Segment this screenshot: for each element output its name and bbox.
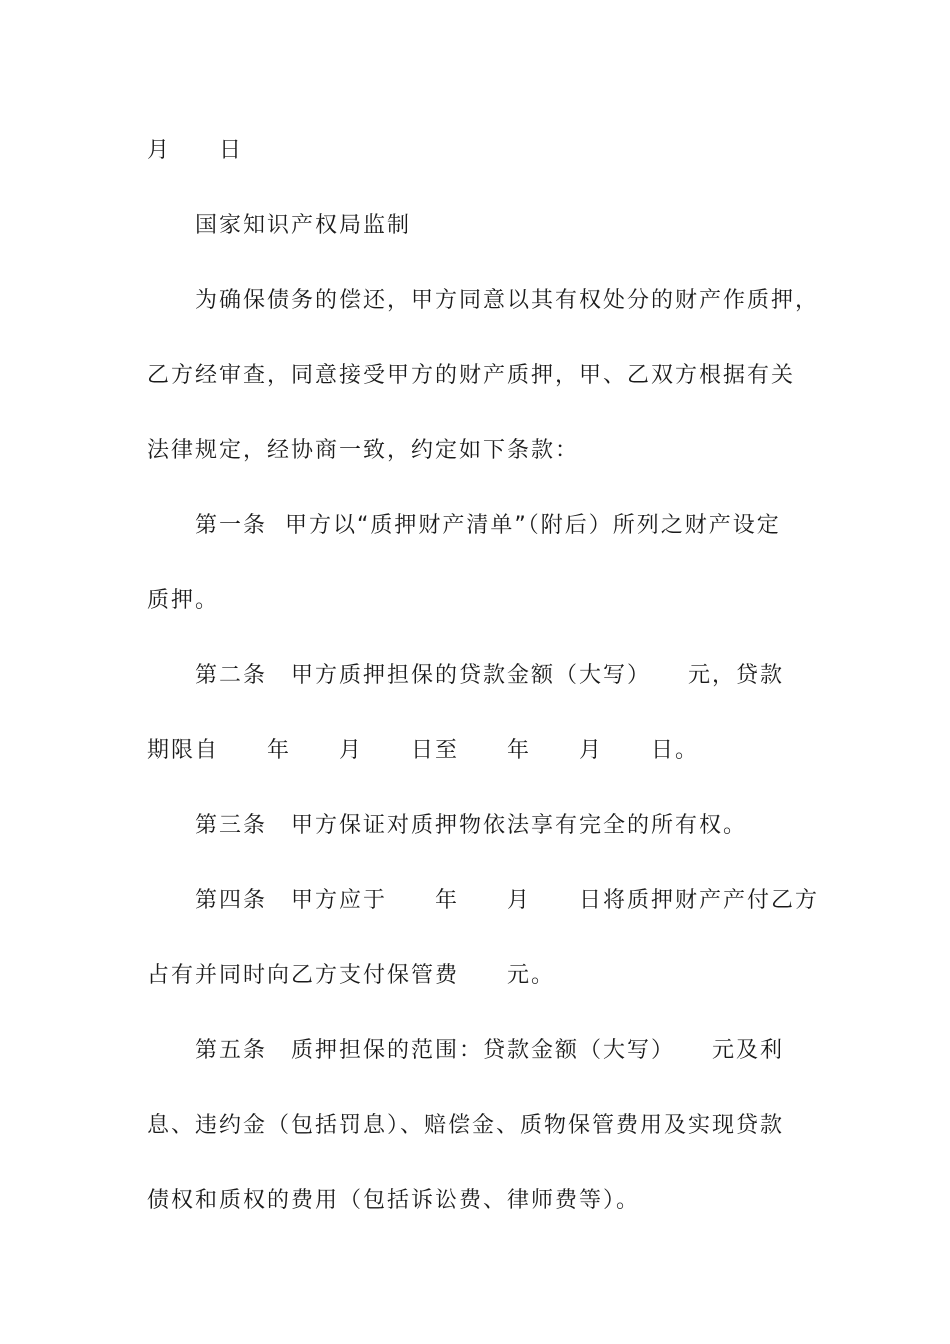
issuer-line: 国家知识产权局监制 — [195, 213, 412, 238]
preamble-line-3: 法律规定，经协商一致，约定如下条款： — [147, 438, 580, 463]
article-2-line-2: 期限自 年 月 日至 年 月 日。 — [147, 738, 700, 763]
preamble-line-1: 为确保债务的偿还，甲方同意以其有权处分的财产作质押， — [195, 288, 820, 313]
article-4-line-1: 第四条 甲方应于 年 月 日将质押财产产付乙方 — [195, 888, 820, 913]
article-1-line-2: 质押。 — [147, 588, 220, 613]
date-line: 月 日 — [147, 138, 244, 163]
article-5-line-2: 息、违约金（包括罚息）、赔偿金、质物保管费用及实现贷款 — [147, 1113, 785, 1138]
article-4-line-2: 占有并同时向乙方支付保管费 元。 — [147, 963, 556, 988]
article-5-line-1: 第五条 质押担保的范围：贷款金额（大写） 元及利 — [195, 1038, 785, 1063]
article-1-line-1: 第一条 甲方以“质押财产清单”（附后）所列之财产设定 — [195, 513, 781, 538]
article-2-line-1: 第二条 甲方质押担保的贷款金额（大写） 元，贷款 — [195, 663, 785, 688]
article-5-line-3: 债权和质权的费用（包括诉讼费、律师费等）。 — [147, 1188, 641, 1213]
article-3-line-1: 第三条 甲方保证对质押物依法享有完全的所有权。 — [195, 813, 748, 838]
preamble-line-2: 乙方经审查，同意接受甲方的财产质押，甲、乙双方根据有关 — [147, 363, 796, 388]
